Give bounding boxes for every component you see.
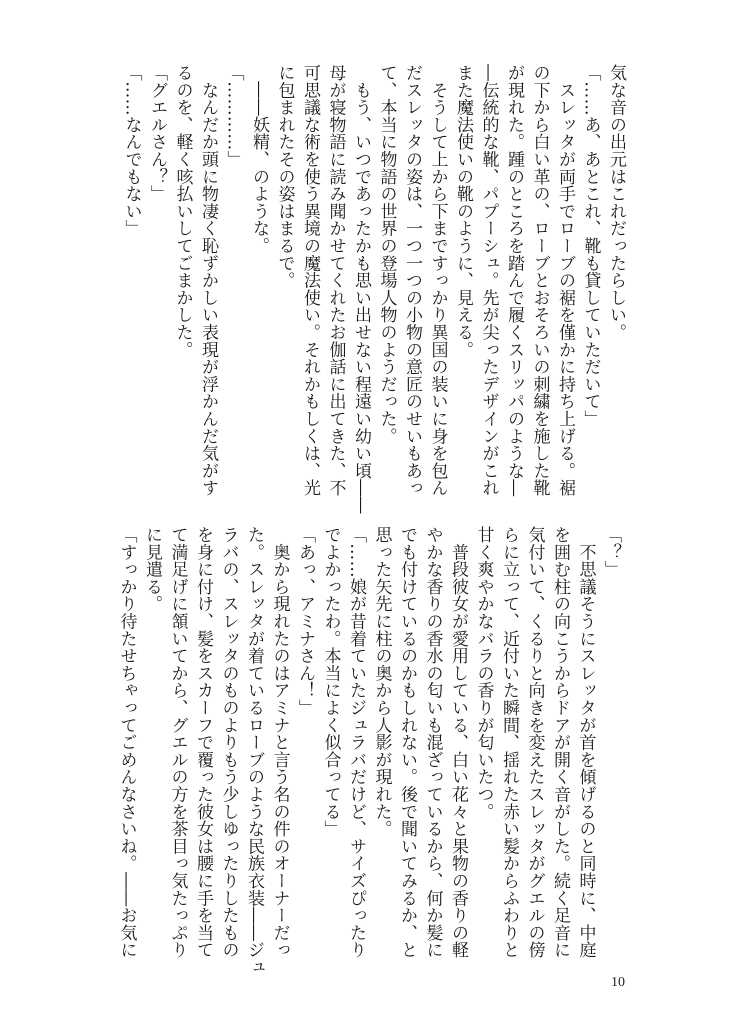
text-column: に見遣る。 — [142, 526, 162, 613]
upper-text-block — [118, 64, 628, 514]
text-column: 「…………」 — [223, 64, 244, 168]
text-column: だスレッタの姿は、一つ一つの小物の意匠のせいもあっ — [402, 64, 422, 497]
text-column: 気な音の出元はこれだったらしい。 — [606, 64, 626, 341]
text-column: ――妖精、のような。 — [249, 64, 269, 255]
text-column: 普段彼女が愛用している、白い花々と果物の香りの軽 — [448, 526, 468, 959]
text-column: て、本当に物語の世界の登場人物のようだった。 — [376, 64, 397, 445]
text-column: 母が寝物語に読み聞かせてくれたお伽話に出てきた、不 — [325, 64, 346, 497]
text-column: やかな香りの香水の匂いも混ざっているから、何か髪に — [422, 526, 443, 959]
text-column: に包まれたその姿はまるで。 — [274, 64, 295, 289]
text-column: 気付いて、くるりと向きを変えたスレッタがグエルの傍 — [524, 526, 545, 959]
text-column: ラバの、スレッタのものよりもう少しゆったりしたもの — [218, 526, 239, 959]
text-column: 「……娘が昔着ていたジュラバだけど、サイズぴったり — [346, 526, 366, 959]
text-column: た。スレッタが着ているローブのような民族衣装――ジュ — [244, 526, 264, 976]
text-column: 可思議な術を使う異境の魔法使い。それかもしくは、光 — [300, 64, 320, 497]
text-column: そうして上から下まですっかり異国の装いに身を包ん — [427, 64, 448, 497]
text-column: 「……あ、あとこれ、靴も貸していただいて」 — [580, 64, 601, 428]
text-column: 不思議そうにスレッタが首を傾げるのと同時に、中庭 — [575, 526, 596, 959]
text-column: スレッタが両手でローブの裾を僅かに持ち上げる。裾 — [555, 64, 575, 497]
text-column: 「……なんでもない」 — [121, 64, 142, 237]
text-column: 甘く爽やかなバラの香りが匂いたつ。 — [473, 526, 494, 821]
text-column: て満足げに頷いてから、グエルの方を茶目っ気たっぷり — [167, 526, 188, 959]
text-column: 思った矢先に柱の奥から人影が現れた。 — [371, 526, 392, 838]
text-column: を囲む柱の向こうからドアが開く音がした。続く足音に — [550, 526, 570, 959]
text-column: もう、いつであったかも思い出せない程遠い幼い頃―― — [351, 64, 371, 514]
text-column: が現れた。踵のところを踏んで履くスリッパのような― — [504, 64, 524, 497]
text-column: 「あっ、アミナさん！」 — [295, 526, 315, 717]
text-column: でよかったわ。本当によく似合ってる」 — [320, 526, 341, 838]
text-column: 奥から現れたのはアミナと言う名の件のオーナーだっ — [269, 526, 290, 959]
text-column: を身に付け、髪をスカーフで覆った彼女は腰に手を当て — [193, 526, 213, 959]
text-column: の下から白い革の、ローブとおそろいの刺繍を施した靴 — [529, 64, 550, 497]
text-column: るのを、軽く咳払いしてごまかした。 — [172, 64, 193, 359]
lower-text-block — [113, 526, 623, 976]
text-column: でも付けているのかもしれない。後で聞いてみるか、と — [397, 526, 417, 959]
text-column: らに立って、近付いた瞬間、揺れた赤い髪からふわりと — [499, 526, 519, 959]
text-column: 「？」 — [601, 526, 621, 578]
text-column: 「グエルさん？」 — [147, 64, 167, 203]
text-column: なんだか頭に物凄く恥ずかしい表現が浮かんだ気がす — [198, 64, 218, 497]
text-column: ―伝統的な靴、パプーシュ。先が尖ったデザインがこれ — [478, 64, 499, 497]
page-number: 10 — [611, 975, 625, 990]
text-column: また魔法使いの靴のように、見える。 — [453, 64, 473, 359]
text-column: 「すっかり待たせちゃってごめんなさいね。――お気に — [116, 526, 137, 959]
